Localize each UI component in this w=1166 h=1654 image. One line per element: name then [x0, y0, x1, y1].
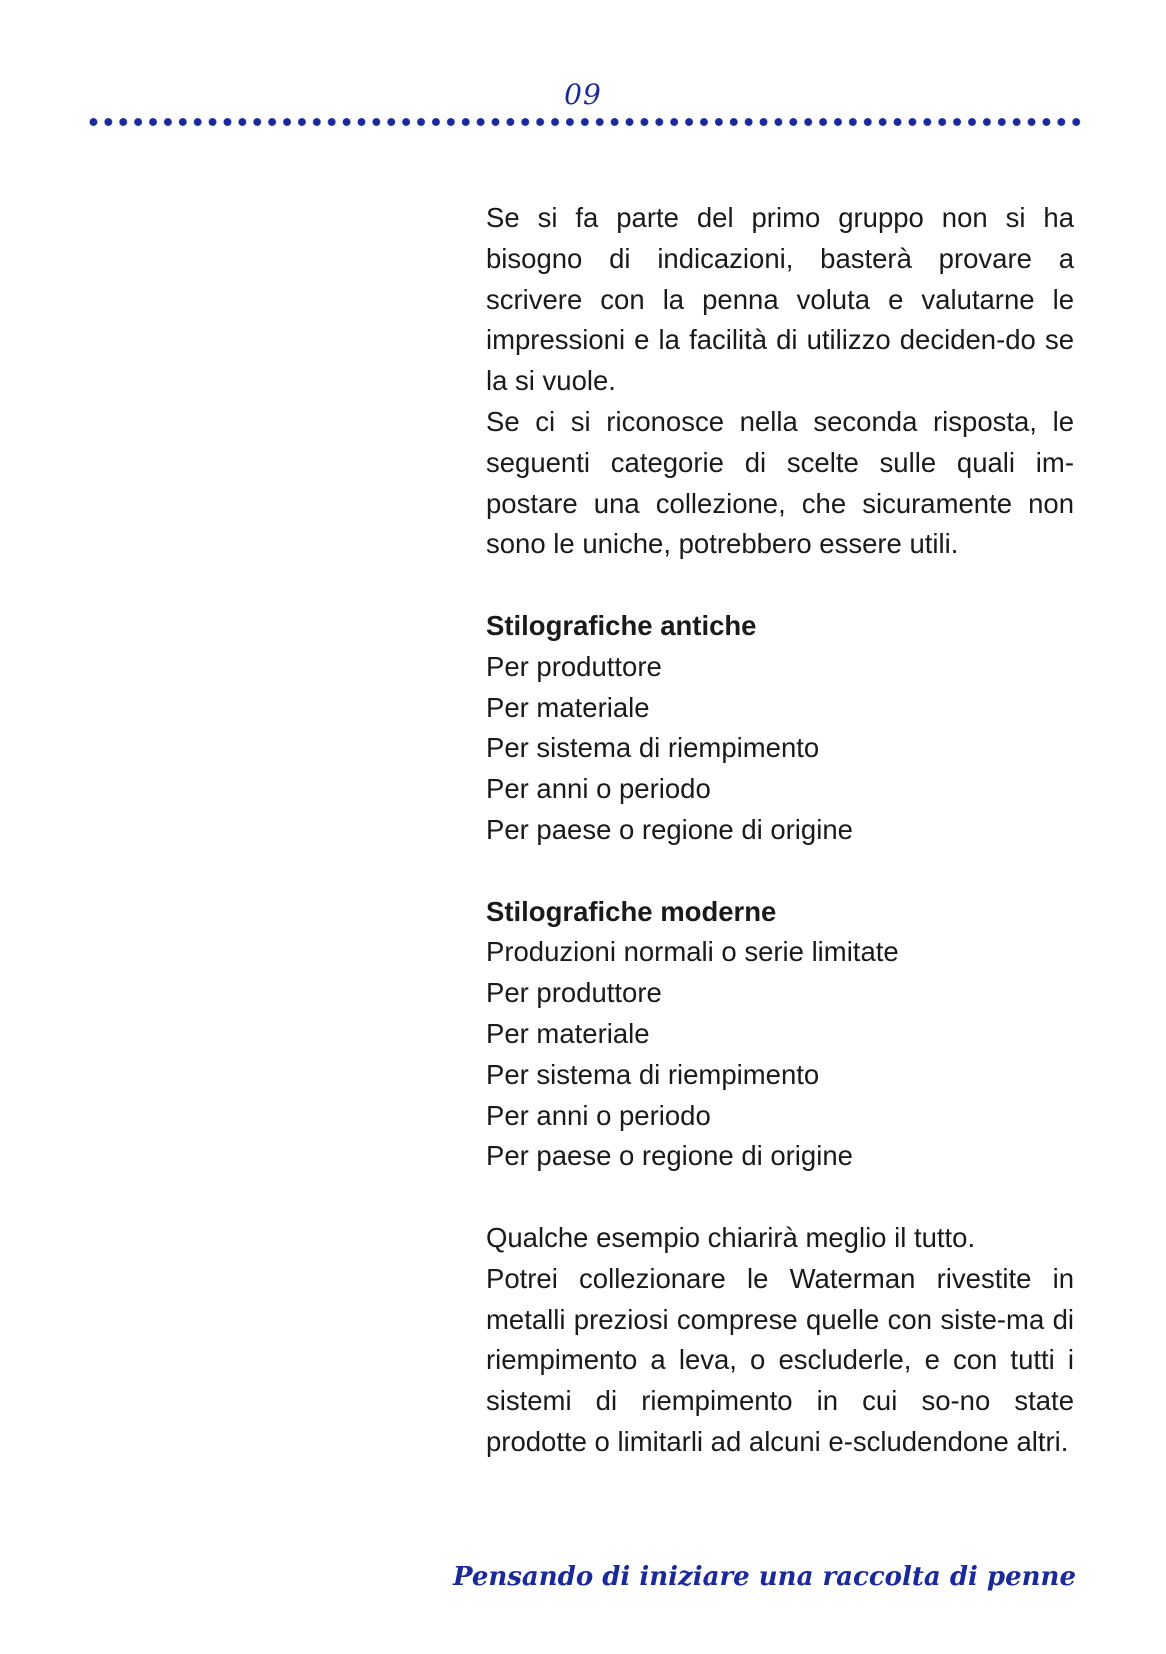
dotted-divider	[86, 117, 1081, 127]
closing-paragraph-2: Potrei collezionare le Waterman rivestite in metalli preziosi comprese quelle con siste-ma di riempimento a leva, o escluderle, e con tutti i sistemi di riempimento in cui so-no state prodotte o limitarli ad alcuni e-scludendone altri.	[486, 1262, 1074, 1457]
closing-paragraph-1: Qualche esempio chiarirà meglio il tutto.	[486, 1221, 976, 1253]
page-number: 09	[564, 78, 602, 111]
list-item: Per sistema di riempimento	[486, 732, 820, 764]
list-item: Per anni o periodo	[486, 1099, 711, 1131]
list-item: Per sistema di riempimento	[486, 1058, 820, 1090]
intro-paragraph-1: Se si fa parte del primo gruppo non si ha bisogno di indicazioni, basterà provare a scrivere con la penna voluta e valutarne le impressioni e la facilità di utilizzo deciden-do se la si vuole.	[486, 202, 1074, 397]
list-item: Per produttore	[486, 977, 662, 1009]
modern-pens-list	[486, 932, 1074, 1177]
list-item: Per paese o regione di origine	[486, 813, 853, 845]
list-item: Per anni o periodo	[486, 773, 711, 805]
section-title-antique-pens: Stilografiche antiche	[486, 609, 757, 641]
intro-paragraph-2: Se ci si riconosce nella seconda risposta, le seguenti categorie di scelte sulle quali im-postare una collezione, che sicuramente non sono le uniche, potrebbero essere utili.	[486, 405, 1074, 560]
paragraph-spacer	[486, 565, 1074, 606]
footer-running-title: Pensando di iniziare una raccolta di penne	[452, 1562, 1076, 1592]
list-item: Per materiale	[486, 691, 650, 723]
main-text-column	[486, 198, 1074, 1463]
list-item: Produzioni normali o serie limitate	[486, 936, 899, 968]
list-item: Per produttore	[486, 650, 662, 682]
paragraph-spacer	[486, 1177, 1074, 1218]
paragraph-spacer	[486, 851, 1074, 892]
antique-pens-list	[486, 647, 1074, 851]
list-item: Per paese o regione di origine	[486, 1140, 853, 1172]
section-title-modern-pens: Stilografiche moderne	[486, 895, 777, 927]
list-item: Per materiale	[486, 1017, 650, 1049]
